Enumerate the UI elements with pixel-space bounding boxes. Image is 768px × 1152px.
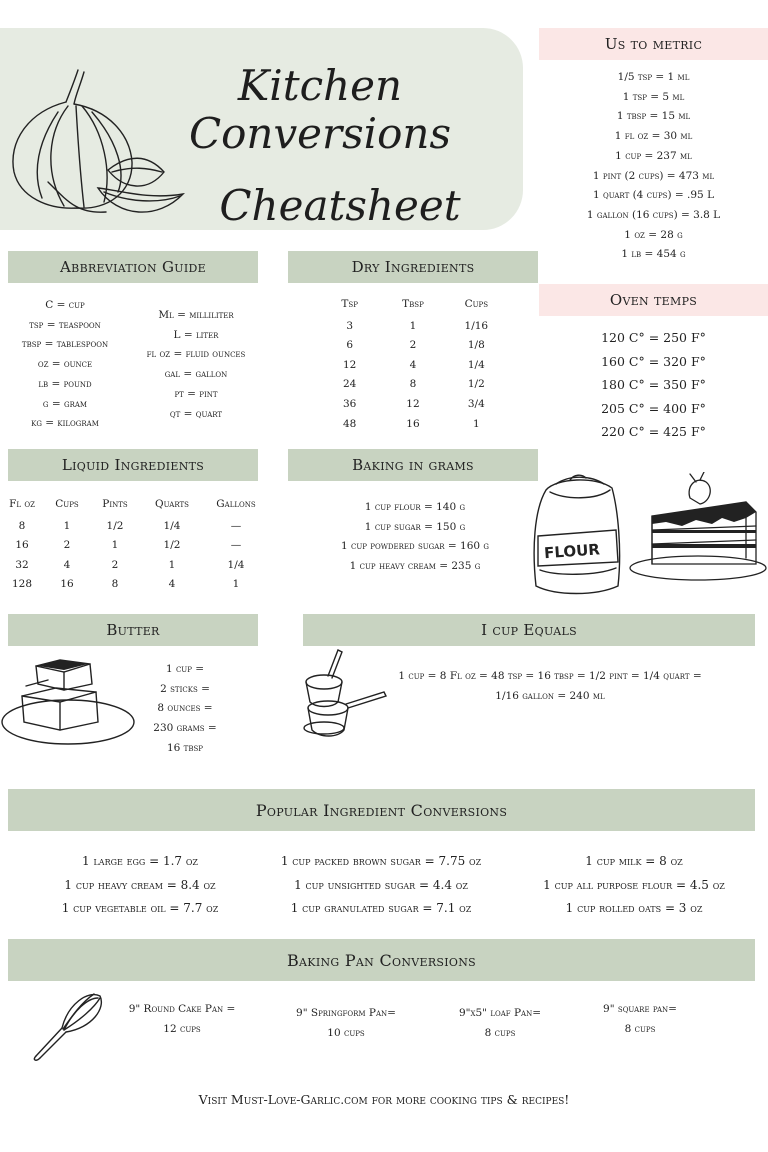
popular-col-1	[20, 850, 260, 921]
abbreviation-item: tsp = teaspoon	[29, 318, 101, 331]
butter-item: 16 tbsp	[166, 741, 204, 754]
liquid-table-cell: 4	[63, 558, 71, 571]
liquid-ingredients-heading: Liquid Ingredients	[61, 456, 205, 474]
pan-round-cups: 12 cups	[163, 1023, 201, 1035]
liquid-table-cell: 2	[63, 539, 71, 552]
liquid-table-header: Cups	[55, 498, 79, 510]
dry-table-cell: 16	[406, 417, 420, 430]
pan-square-cups: 8 cups	[624, 1023, 656, 1035]
abbreviation-item: tbsp = tablespoon	[21, 338, 109, 351]
oven-temps-header	[539, 284, 768, 316]
abbreviation-right-list	[130, 306, 262, 424]
dry-table-cell: 1/4	[467, 358, 485, 371]
liquid-table-header: Quarts	[155, 498, 189, 510]
us-to-metric-item: 1 gallon (16 cups) = 3.8 L	[586, 208, 721, 221]
popular-conversions-header	[8, 789, 755, 831]
dry-table-header: Cups	[464, 298, 489, 310]
dry-table-cell: 3/4	[467, 397, 485, 410]
pan-loaf	[440, 1003, 560, 1043]
pan-square	[580, 999, 700, 1039]
liquid-table-cell: 1	[168, 558, 176, 571]
dry-table-cell: 1	[409, 319, 417, 332]
pan-springform	[272, 1003, 420, 1043]
liquid-table-cell: 16	[15, 539, 29, 552]
popular-conversion-item: 1 cup all purpose flour = 4.5 oz	[543, 877, 725, 892]
oven-temp-item: 120 C° = 250 F°	[601, 330, 706, 345]
liquid-ingredients-table	[2, 495, 266, 595]
popular-conversion-item: 1 large egg = 1.7 oz	[82, 854, 198, 868]
liquid-table-cell: —	[230, 519, 242, 532]
dry-table-header: Tsp	[341, 298, 358, 310]
dry-ingredients-heading: Dry Ingredients	[351, 258, 475, 276]
popular-conversion-item: 1 cup unsighted sugar = 4.4 oz	[294, 877, 468, 892]
popular-conversion-item: 1 cup milk = 8 oz	[585, 854, 683, 868]
oven-temp-item: 180 C° = 350 F°	[601, 377, 706, 392]
liquid-table-cell: 1/2	[163, 539, 181, 552]
us-to-metric-item: 1 tbsp = 15 ml	[616, 110, 691, 123]
abbreviation-item: qt = quart	[169, 407, 223, 420]
oven-temp-item: 220 C° = 425 F°	[601, 424, 706, 439]
popular-conversion-item: 1 cup rolled oats = 3 oz	[565, 901, 703, 915]
dry-table-header: Tbsp	[402, 298, 424, 310]
liquid-table-cell: 2	[111, 558, 119, 571]
dry-table-cell: 1	[472, 417, 480, 430]
abbreviation-item: g = gram	[42, 397, 88, 410]
footer-text: Visit Must-Love-Garlic.com for more cooking tips & recipes!	[198, 1092, 570, 1107]
us-to-metric-header	[539, 28, 768, 60]
popular-col-3	[512, 850, 756, 921]
liquid-table-cell: 4	[168, 578, 176, 591]
one-cup-equals-heading: I cup Equals	[481, 621, 577, 639]
flour-bag-icon	[526, 470, 626, 600]
us-to-metric-item: 1/5 tsp = 1 ml	[617, 71, 690, 83]
dry-ingredients-table	[318, 295, 508, 434]
dry-table-cell: 3	[346, 319, 353, 332]
baking-in-grams-heading: Baking in grams	[352, 456, 474, 474]
dry-ingredients-header	[288, 251, 538, 283]
popular-conversion-item: 1 cup vegetable oil = 7.7 oz	[61, 901, 219, 915]
abbreviation-left-list	[0, 296, 130, 434]
pan-loaf-name: 9"x5" loaf Pan=	[458, 1007, 542, 1019]
one-cup-line-2: 1/16 gallon = 240 ml	[495, 690, 605, 702]
dry-table-cell: 1/8	[467, 339, 485, 352]
pan-square-name: 9" square pan=	[603, 1003, 677, 1015]
abbreviation-item: pt = pint	[174, 387, 218, 400]
us-to-metric-item: 1 lb = 454 g	[621, 248, 686, 261]
dry-table-cell: 1/2	[467, 378, 485, 391]
popular-conversions-heading: Popular Ingredient Conversions	[255, 800, 508, 820]
flour-label: FLOUR	[543, 540, 601, 563]
baking-pan-heading: Baking Pan Conversions	[287, 950, 476, 970]
liquid-table-cell: —	[230, 539, 242, 552]
us-to-metric-item: 1 tsp = 5 ml	[622, 90, 685, 103]
liquid-table-cell: 1/2	[106, 519, 124, 532]
butter-list	[140, 660, 230, 759]
butter-item: 1 cup =	[165, 663, 205, 675]
whisk-icon	[28, 990, 108, 1062]
us-to-metric-list	[539, 68, 768, 265]
pan-round-name: 9" Round Cake Pan =	[128, 1003, 236, 1015]
us-to-metric-item: 1 fl oz = 30 ml	[614, 130, 693, 143]
pan-round	[112, 999, 252, 1039]
liquid-table-cell: 32	[15, 558, 29, 571]
dry-table-cell: 8	[409, 378, 417, 391]
pan-springform-cups: 10 cups	[327, 1027, 365, 1039]
us-to-metric-item: 1 oz = 28 g	[624, 228, 683, 241]
oven-temp-item: 205 C° = 400 F°	[601, 400, 706, 416]
liquid-table-header: Gallons	[216, 498, 256, 510]
liquid-table-cell: 1	[232, 578, 240, 591]
dry-table-cell: 24	[342, 378, 357, 391]
butter-icon	[0, 656, 140, 748]
cake-icon	[626, 472, 768, 584]
liquid-table-cell: 1/4	[163, 519, 181, 532]
oven-temps-list	[539, 326, 768, 444]
butter-item: 2 sticks =	[160, 682, 210, 695]
butter-item: 8 ounces =	[157, 702, 213, 715]
dry-table-cell: 6	[346, 339, 353, 352]
us-to-metric-item: 1 pint (2 cups) = 473 ml	[592, 169, 715, 182]
oven-temps-heading: Oven temps	[609, 291, 698, 309]
liquid-table-cell: 8	[18, 519, 26, 532]
title-line-1: Kitchen Conversions	[188, 61, 451, 158]
liquid-table-header: Fl oz	[9, 498, 35, 510]
abbreviation-item: L = liter	[173, 328, 219, 341]
dry-table-cell: 12	[342, 358, 357, 371]
abbreviation-item: fl oz = fluid ounces	[146, 348, 246, 361]
liquid-table-cell: 16	[60, 578, 74, 591]
abbreviation-item: kg = kilogram	[31, 417, 99, 430]
butter-heading: Butter	[106, 621, 160, 639]
us-to-metric-item: 1 quart (4 cups) = .95 L	[592, 189, 715, 202]
abbreviation-item: gal = gallon	[164, 368, 228, 381]
abbreviation-item: Ml = milliliter	[158, 309, 234, 321]
baking-grams-item: 1 cup heavy cream = 235 g	[349, 560, 481, 573]
liquid-table-cell: 1	[63, 519, 71, 532]
liquid-table-cell: 1	[111, 539, 119, 552]
us-to-metric-heading: Us to metric	[604, 35, 703, 53]
abbreviation-guide-header	[8, 251, 258, 283]
popular-col-2	[250, 850, 512, 921]
one-cup-line-1: 1 cup = 8 Fl oz = 48 tsp = 16 tbsp = 1/2 pint = 1/4 quart =	[398, 670, 702, 682]
popular-conversion-item: 1 cup heavy cream = 8.4 oz	[64, 877, 216, 892]
dry-table-cell: 36	[342, 397, 357, 410]
abbreviation-guide-heading: Abbreviation Guide	[60, 258, 206, 276]
dry-table-cell: 48	[342, 417, 357, 430]
dry-table-cell: 2	[409, 339, 417, 352]
measuring-cups-icon	[298, 646, 390, 746]
baking-pan-header	[8, 939, 755, 981]
oven-temp-item: 160 C° = 320 F°	[601, 353, 706, 369]
pan-springform-name: 9" Springform Pan=	[296, 1007, 396, 1019]
dry-table-cell: 12	[406, 397, 420, 410]
pan-loaf-cups: 8 cups	[484, 1027, 516, 1039]
popular-conversion-item: 1 cup packed brown sugar = 7.75 oz	[280, 854, 482, 868]
liquid-table-cell: 1/4	[227, 558, 245, 571]
page-title	[120, 62, 520, 230]
us-to-metric-item: 1 cup = 237 ml	[615, 149, 692, 162]
popular-conversion-item: 1 cup granulated sugar = 7.1 oz	[290, 901, 472, 915]
liquid-table-header: Pints	[102, 498, 128, 510]
dry-table-cell: 4	[409, 358, 417, 371]
baking-in-grams-list	[300, 498, 530, 577]
title-line-2: Cheatsheet	[219, 181, 461, 230]
dry-table-cell: 1/16	[464, 319, 489, 332]
baking-grams-item: 1 cup flour = 140 g	[364, 501, 466, 513]
butter-item: 230 grams =	[153, 722, 217, 735]
one-cup-equals-text	[380, 666, 720, 706]
liquid-table-cell: 128	[11, 578, 33, 591]
one-cup-equals-header	[303, 614, 755, 646]
abbreviation-item: oz = ounce	[37, 358, 93, 371]
liquid-ingredients-header	[8, 449, 258, 481]
abbreviation-item: lb = pound	[38, 377, 92, 390]
butter-header	[8, 614, 258, 646]
baking-in-grams-header	[288, 449, 538, 481]
baking-grams-item: 1 cup sugar = 150 g	[364, 520, 466, 533]
baking-grams-item: 1 cup powdered sugar = 160 g	[340, 540, 490, 553]
abbreviation-item: C = cup	[45, 299, 85, 311]
liquid-table-cell: 8	[111, 578, 119, 591]
